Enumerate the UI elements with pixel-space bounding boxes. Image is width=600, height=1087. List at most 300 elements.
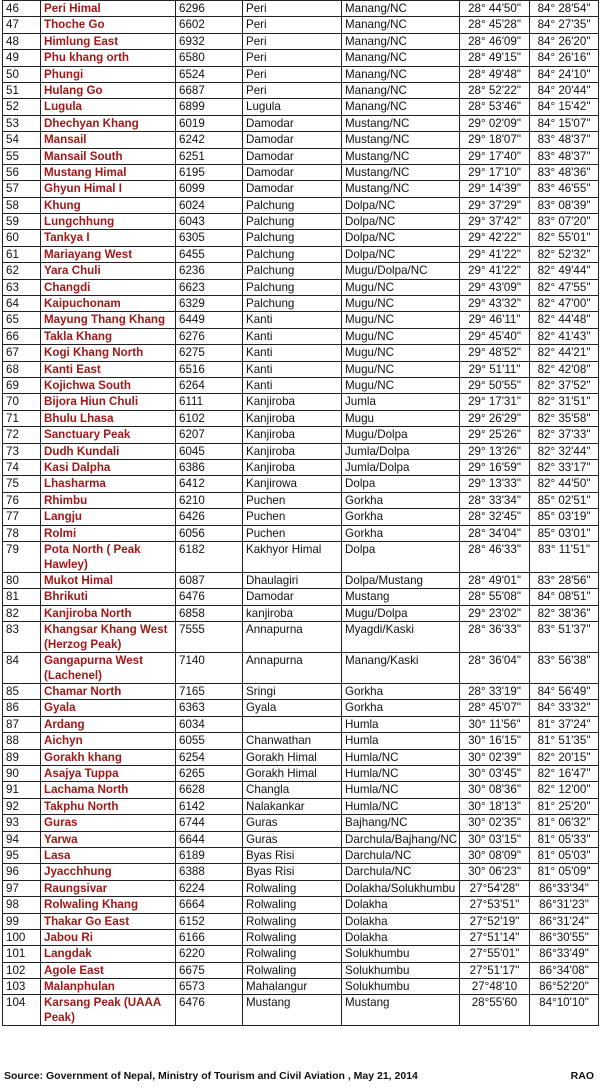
latitude-cell: 30° 03'45"	[460, 766, 530, 782]
table-row	[3, 1, 599, 17]
peak-name-cell: Raungsivar	[41, 880, 176, 896]
himal-range-cell: Damodar	[243, 132, 342, 148]
peak-number-cell: 92	[3, 798, 41, 814]
latitude-cell: 28°55'60	[460, 995, 530, 1026]
source-note: Source: Government of Nepal, Ministry of Tourism and Civil Aviation , May 21, 2014	[4, 1070, 418, 1082]
longitude-cell: 82° 44'50"	[530, 476, 599, 492]
himal-range-cell: Nalakankar	[243, 798, 342, 814]
himal-range-cell: kanjiroba	[243, 605, 342, 621]
peak-height-cell: 6087	[176, 572, 243, 588]
peak-name-cell: Karsang Peak (UAAA Peak)	[41, 995, 176, 1026]
longitude-cell: 84° 20'44"	[530, 82, 599, 98]
longitude-cell: 86°30'55"	[530, 929, 599, 945]
himal-range-cell: Peri	[243, 17, 342, 33]
peak-name-cell: Mustang Himal	[41, 164, 176, 180]
district-cell: Gorkha	[342, 492, 460, 508]
longitude-cell: 83° 48'37"	[530, 132, 599, 148]
himal-range-cell: Kakhyor Himal	[243, 541, 342, 572]
peak-number-cell: 81	[3, 589, 41, 605]
table-row	[3, 589, 599, 605]
longitude-cell: 84° 26'20"	[530, 33, 599, 49]
peak-height-cell: 6099	[176, 181, 243, 197]
peak-number-cell: 66	[3, 328, 41, 344]
peak-name-cell: Thakar Go East	[41, 913, 176, 929]
peak-number-cell: 79	[3, 541, 41, 572]
peak-number-cell: 83	[3, 622, 41, 653]
himal-range-cell: Changla	[243, 782, 342, 798]
district-cell: Manang/NC	[342, 1, 460, 17]
table-row	[3, 749, 599, 765]
latitude-cell: 29° 14'39"	[460, 181, 530, 197]
peak-number-cell: 74	[3, 459, 41, 475]
longitude-cell: 81° 05'09"	[530, 864, 599, 880]
latitude-cell: 29° 13'26"	[460, 443, 530, 459]
table-row	[3, 263, 599, 279]
longitude-cell: 84° 28'54"	[530, 1, 599, 17]
district-cell: Mugu/NC	[342, 296, 460, 312]
himal-range-cell: Kanjirowa	[243, 476, 342, 492]
peak-number-cell: 89	[3, 749, 41, 765]
table-row	[3, 684, 599, 700]
longitude-cell: 84° 08'51"	[530, 589, 599, 605]
table-row	[3, 115, 599, 131]
peak-number-cell: 72	[3, 427, 41, 443]
latitude-cell: 28° 32'45"	[460, 509, 530, 525]
district-cell: Humla	[342, 716, 460, 732]
longitude-cell: 86°31'23"	[530, 897, 599, 913]
table-row	[3, 509, 599, 525]
table-row	[3, 132, 599, 148]
longitude-cell: 86°33'34"	[530, 880, 599, 896]
peak-number-cell: 56	[3, 164, 41, 180]
peak-name-cell: Asajya Tuppa	[41, 766, 176, 782]
table-row	[3, 181, 599, 197]
peak-height-cell: 6220	[176, 946, 243, 962]
longitude-cell: 81° 06'32"	[530, 815, 599, 831]
latitude-cell: 29° 17'31"	[460, 394, 530, 410]
peak-height-cell: 6142	[176, 798, 243, 814]
table-row	[3, 782, 599, 798]
himal-range-cell: Damodar	[243, 589, 342, 605]
district-cell: Mugu/Dolpa	[342, 427, 460, 443]
credit-label: RAO	[570, 1070, 594, 1082]
himal-range-cell: Peri	[243, 33, 342, 49]
himal-range-cell: Gyala	[243, 700, 342, 716]
table-row	[3, 622, 599, 653]
peak-height-cell: 6573	[176, 979, 243, 995]
peak-number-cell: 103	[3, 979, 41, 995]
longitude-cell: 82° 16'47"	[530, 766, 599, 782]
table-row	[3, 733, 599, 749]
latitude-cell: 29° 41'22"	[460, 263, 530, 279]
peak-height-cell: 6236	[176, 263, 243, 279]
peak-number-cell: 94	[3, 831, 41, 847]
peak-name-cell: Mansail	[41, 132, 176, 148]
peak-number-cell: 102	[3, 962, 41, 978]
peak-number-cell: 95	[3, 847, 41, 863]
peak-name-cell: Guras	[41, 815, 176, 831]
peak-name-cell: Lasa	[41, 847, 176, 863]
peak-number-cell: 70	[3, 394, 41, 410]
peak-height-cell: 6476	[176, 995, 243, 1026]
peak-number-cell: 99	[3, 913, 41, 929]
himal-range-cell: Annapurna	[243, 622, 342, 653]
longitude-cell: 84° 27'35"	[530, 17, 599, 33]
peak-height-cell: 6055	[176, 733, 243, 749]
longitude-cell: 83° 56'38"	[530, 653, 599, 684]
peak-height-cell: 6254	[176, 749, 243, 765]
latitude-cell: 30° 03'15"	[460, 831, 530, 847]
peak-height-cell: 7555	[176, 622, 243, 653]
peak-height-cell: 6276	[176, 328, 243, 344]
himal-range-cell	[243, 716, 342, 732]
peak-number-cell: 88	[3, 733, 41, 749]
himal-range-cell: Peri	[243, 82, 342, 98]
district-cell: Darchula/Bajhang/NC	[342, 831, 460, 847]
peak-number-cell: 96	[3, 864, 41, 880]
table-row	[3, 33, 599, 49]
latitude-cell: 30° 06'23"	[460, 864, 530, 880]
peak-name-cell: Rolwaling Khang	[41, 897, 176, 913]
district-cell: Humla	[342, 733, 460, 749]
longitude-cell: 84° 15'07"	[530, 115, 599, 131]
peak-number-cell: 77	[3, 509, 41, 525]
peak-number-cell: 93	[3, 815, 41, 831]
peak-number-cell: 48	[3, 33, 41, 49]
peak-name-cell: Bijora Hiun Chuli	[41, 394, 176, 410]
district-cell: Dolakha/Solukhumbu	[342, 880, 460, 896]
longitude-cell: 83° 07'20"	[530, 214, 599, 230]
latitude-cell: 27°51'17"	[460, 962, 530, 978]
peak-number-cell: 73	[3, 443, 41, 459]
longitude-cell: 82° 42'08"	[530, 361, 599, 377]
longitude-cell: 84° 26'16"	[530, 50, 599, 66]
peak-height-cell: 6043	[176, 214, 243, 230]
himal-range-cell: Lugula	[243, 99, 342, 115]
peak-number-cell: 91	[3, 782, 41, 798]
peak-name-cell: Agole East	[41, 962, 176, 978]
district-cell: Mugu/NC	[342, 328, 460, 344]
himal-range-cell: Kanti	[243, 377, 342, 393]
himal-range-cell: Kanjiroba	[243, 394, 342, 410]
peak-height-cell: 6210	[176, 492, 243, 508]
table-row	[3, 410, 599, 426]
himal-range-cell: Palchung	[243, 296, 342, 312]
latitude-cell: 28° 45'07"	[460, 700, 530, 716]
peak-number-cell: 78	[3, 525, 41, 541]
latitude-cell: 28° 55'08"	[460, 589, 530, 605]
himal-range-cell: Peri	[243, 1, 342, 17]
longitude-cell: 81° 05'03"	[530, 847, 599, 863]
peak-name-cell: Lhasharma	[41, 476, 176, 492]
peak-height-cell: 6056	[176, 525, 243, 541]
latitude-cell: 27°48'10	[460, 979, 530, 995]
peak-number-cell: 101	[3, 946, 41, 962]
district-cell: Dolakha	[342, 897, 460, 913]
himal-range-cell: Byas Risi	[243, 864, 342, 880]
district-cell: Mugu/Dolpa/NC	[342, 263, 460, 279]
longitude-cell: 82° 55'01"	[530, 230, 599, 246]
longitude-cell: 81° 37'24"	[530, 716, 599, 732]
himal-range-cell: Palchung	[243, 230, 342, 246]
peak-name-cell: Hulang Go	[41, 82, 176, 98]
peak-height-cell: 6363	[176, 700, 243, 716]
peak-height-cell: 6207	[176, 427, 243, 443]
peak-height-cell: 6644	[176, 831, 243, 847]
peak-height-cell: 6687	[176, 82, 243, 98]
latitude-cell: 30° 16'15"	[460, 733, 530, 749]
peak-number-cell: 62	[3, 263, 41, 279]
latitude-cell: 27°53'51"	[460, 897, 530, 913]
district-cell: Solukhumbu	[342, 979, 460, 995]
peak-height-cell: 6664	[176, 897, 243, 913]
latitude-cell: 29° 37'42"	[460, 214, 530, 230]
longitude-cell: 82° 20'15"	[530, 749, 599, 765]
longitude-cell: 82° 47'00"	[530, 296, 599, 312]
district-cell: Gorkha	[342, 684, 460, 700]
table-row	[3, 361, 599, 377]
table-row	[3, 328, 599, 344]
table-row	[3, 929, 599, 945]
table-row	[3, 716, 599, 732]
latitude-cell: 29° 42'22"	[460, 230, 530, 246]
himal-range-cell: Palchung	[243, 214, 342, 230]
peak-name-cell: Gorakh khang	[41, 749, 176, 765]
peak-number-cell: 59	[3, 214, 41, 230]
peak-name-cell: Kanjiroba North	[41, 605, 176, 621]
peak-name-cell: Dhechyan Khang	[41, 115, 176, 131]
longitude-cell: 83° 48'36"	[530, 164, 599, 180]
district-cell: Humla/NC	[342, 766, 460, 782]
peak-name-cell: Kaipuchonam	[41, 296, 176, 312]
latitude-cell: 29° 26'29"	[460, 410, 530, 426]
table-row	[3, 815, 599, 831]
district-cell: Manang/NC	[342, 17, 460, 33]
peak-number-cell: 50	[3, 66, 41, 82]
peak-name-cell: Tankya I	[41, 230, 176, 246]
district-cell: Jumla/Dolpa	[342, 459, 460, 475]
himal-range-cell: Guras	[243, 815, 342, 831]
longitude-cell: 83° 46'55"	[530, 181, 599, 197]
peak-name-cell: Sanctuary Peak	[41, 427, 176, 443]
district-cell: Manang/NC	[342, 66, 460, 82]
peak-number-cell: 86	[3, 700, 41, 716]
district-cell: Manang/NC	[342, 82, 460, 98]
himal-range-cell: Rolwaling	[243, 929, 342, 945]
peak-name-cell: Ardang	[41, 716, 176, 732]
peak-height-cell: 6628	[176, 782, 243, 798]
district-cell: Mugu	[342, 410, 460, 426]
himal-range-cell: Kanti	[243, 361, 342, 377]
longitude-cell: 86°33'49"	[530, 946, 599, 962]
peak-name-cell: Phungi	[41, 66, 176, 82]
table-row	[3, 476, 599, 492]
district-cell: Manang/Kaski	[342, 653, 460, 684]
district-cell: Mustang/NC	[342, 148, 460, 164]
district-cell: Mustang	[342, 995, 460, 1026]
table-row	[3, 230, 599, 246]
table-row	[3, 946, 599, 962]
peak-height-cell: 6111	[176, 394, 243, 410]
himal-range-cell: Rolwaling	[243, 880, 342, 896]
peak-height-cell: 6195	[176, 164, 243, 180]
table-row	[3, 377, 599, 393]
latitude-cell: 29° 16'59"	[460, 459, 530, 475]
peak-number-cell: 61	[3, 246, 41, 262]
table-row	[3, 700, 599, 716]
peak-height-cell: 6182	[176, 541, 243, 572]
latitude-cell: 30° 02'39"	[460, 749, 530, 765]
peak-number-cell: 97	[3, 880, 41, 896]
latitude-cell: 27°55'01"	[460, 946, 530, 962]
longitude-cell: 81° 05'33"	[530, 831, 599, 847]
longitude-cell: 82° 12'00"	[530, 782, 599, 798]
peak-height-cell: 6034	[176, 716, 243, 732]
latitude-cell: 29° 17'40"	[460, 148, 530, 164]
peak-height-cell: 6623	[176, 279, 243, 295]
peak-height-cell: 6242	[176, 132, 243, 148]
peak-number-cell: 104	[3, 995, 41, 1026]
longitude-cell: 83° 48'37"	[530, 148, 599, 164]
district-cell: Humla/NC	[342, 749, 460, 765]
district-cell: Solukhumbu	[342, 946, 460, 962]
latitude-cell: 28° 36'33"	[460, 622, 530, 653]
peak-height-cell: 6449	[176, 312, 243, 328]
longitude-cell: 82° 47'55"	[530, 279, 599, 295]
table-row	[3, 50, 599, 66]
peak-number-cell: 46	[3, 1, 41, 17]
table-row	[3, 653, 599, 684]
latitude-cell: 30° 02'35"	[460, 815, 530, 831]
peak-height-cell: 6265	[176, 766, 243, 782]
table-row	[3, 962, 599, 978]
table-row	[3, 66, 599, 82]
latitude-cell: 27°52'19"	[460, 913, 530, 929]
latitude-cell: 28° 53'46"	[460, 99, 530, 115]
latitude-cell: 30° 18'13"	[460, 798, 530, 814]
himal-range-cell: Annapurna	[243, 653, 342, 684]
longitude-cell: 86°52'20"	[530, 979, 599, 995]
himal-range-cell: Byas Risi	[243, 847, 342, 863]
peak-name-cell: Thoche Go	[41, 17, 176, 33]
peak-height-cell: 6932	[176, 33, 243, 49]
latitude-cell: 29° 23'02"	[460, 605, 530, 621]
district-cell: Gorkha	[342, 525, 460, 541]
peak-name-cell: Kogi Khang North	[41, 345, 176, 361]
himal-range-cell: Palchung	[243, 246, 342, 262]
himal-range-cell: Damodar	[243, 164, 342, 180]
peak-height-cell: 6275	[176, 345, 243, 361]
himal-range-cell: Palchung	[243, 263, 342, 279]
longitude-cell: 82° 37'33"	[530, 427, 599, 443]
latitude-cell: 28° 49'01"	[460, 572, 530, 588]
peak-number-cell: 71	[3, 410, 41, 426]
himal-range-cell: Puchen	[243, 509, 342, 525]
himal-range-cell: Kanjiroba	[243, 427, 342, 443]
longitude-cell: 82° 31'51"	[530, 394, 599, 410]
table-row	[3, 605, 599, 621]
himal-range-cell: Sringi	[243, 684, 342, 700]
himal-range-cell: Damodar	[243, 181, 342, 197]
latitude-cell: 30° 11'56"	[460, 716, 530, 732]
peak-name-cell: Langdak	[41, 946, 176, 962]
latitude-cell: 29° 02'09"	[460, 115, 530, 131]
latitude-cell: 29° 13'33"	[460, 476, 530, 492]
district-cell: Gorkha	[342, 509, 460, 525]
table-row	[3, 345, 599, 361]
longitude-cell: 84° 33'32"	[530, 700, 599, 716]
longitude-cell: 83° 11'51"	[530, 541, 599, 572]
peak-number-cell: 57	[3, 181, 41, 197]
himal-range-cell: Kanti	[243, 312, 342, 328]
latitude-cell: 29° 45'40"	[460, 328, 530, 344]
peak-height-cell: 6386	[176, 459, 243, 475]
himal-range-cell: Kanjiroba	[243, 459, 342, 475]
longitude-cell: 84° 24'10"	[530, 66, 599, 82]
peak-name-cell: Ghyun Himal I	[41, 181, 176, 197]
peak-name-cell: Dudh Kundali	[41, 443, 176, 459]
peak-number-cell: 100	[3, 929, 41, 945]
himal-range-cell: Peri	[243, 66, 342, 82]
himal-range-cell: Rolwaling	[243, 946, 342, 962]
district-cell: Bajhang/NC	[342, 815, 460, 831]
table-row	[3, 995, 599, 1026]
peak-name-cell: Gangapurna West (Lachenel)	[41, 653, 176, 684]
peak-height-cell: 6580	[176, 50, 243, 66]
table-row	[3, 766, 599, 782]
table-row	[3, 279, 599, 295]
longitude-cell: 82° 38'36"	[530, 605, 599, 621]
himal-range-cell: Puchen	[243, 525, 342, 541]
district-cell: Gorkha	[342, 700, 460, 716]
peak-height-cell: 7165	[176, 684, 243, 700]
district-cell: Mugu/NC	[342, 361, 460, 377]
himal-range-cell: Kanjiroba	[243, 443, 342, 459]
district-cell: Darchula/NC	[342, 864, 460, 880]
peak-number-cell: 69	[3, 377, 41, 393]
district-cell: Solukhumbu	[342, 962, 460, 978]
peak-number-cell: 58	[3, 197, 41, 213]
peak-name-cell: Khangsar Khang West (Herzog Peak)	[41, 622, 176, 653]
table-row	[3, 847, 599, 863]
district-cell: Dolakha	[342, 913, 460, 929]
peak-number-cell: 55	[3, 148, 41, 164]
district-cell: Manang/NC	[342, 50, 460, 66]
himal-range-cell: Dhaulagiri	[243, 572, 342, 588]
peak-number-cell: 51	[3, 82, 41, 98]
peak-height-cell: 7140	[176, 653, 243, 684]
peak-height-cell: 6019	[176, 115, 243, 131]
district-cell: Humla/NC	[342, 798, 460, 814]
peak-name-cell: Kanti East	[41, 361, 176, 377]
table-row	[3, 541, 599, 572]
peak-name-cell: Mayung Thang Khang	[41, 312, 176, 328]
peak-number-cell: 87	[3, 716, 41, 732]
district-cell: Mugu/NC	[342, 345, 460, 361]
peak-height-cell: 6166	[176, 929, 243, 945]
peak-name-cell: Kasi Dalpha	[41, 459, 176, 475]
peak-height-cell: 6426	[176, 509, 243, 525]
peak-height-cell: 6024	[176, 197, 243, 213]
district-cell: Dolpa/NC	[342, 214, 460, 230]
table-row	[3, 913, 599, 929]
table-row	[3, 296, 599, 312]
table-row	[3, 197, 599, 213]
latitude-cell: 29° 43'09"	[460, 279, 530, 295]
latitude-cell: 29° 43'32"	[460, 296, 530, 312]
longitude-cell: 84°10'10"	[530, 995, 599, 1026]
peak-number-cell: 84	[3, 653, 41, 684]
